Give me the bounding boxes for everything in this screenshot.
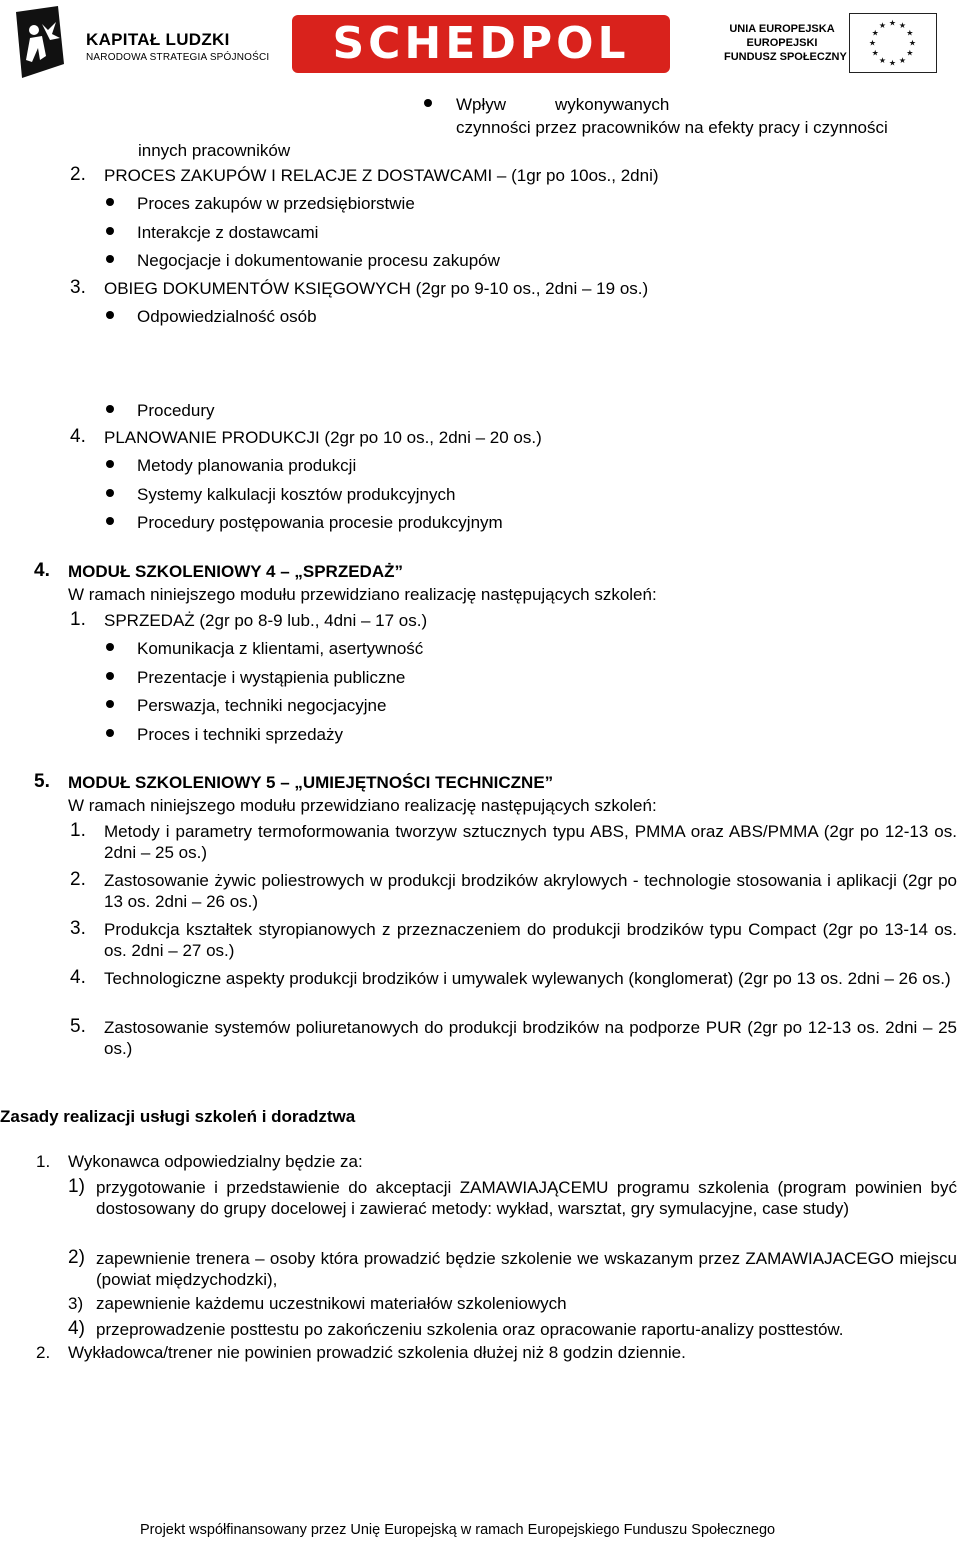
zasady-subitem-text: zapewnienie każdemu uczestnikowi materiałów szkoleniowych — [96, 1294, 567, 1313]
zasady-subitem-number: 2) — [68, 1247, 85, 1268]
m4-title: MODUŁ SZKOLENIOWY 4 – „SPRZEDAŻ” — [68, 562, 403, 581]
s3-title: OBIEG DOKUMENTÓW KSIĘGOWYCH (2gr po 9-10 os., 2dni – 19 os.) — [104, 279, 649, 298]
eu-star-icon: ★ — [888, 58, 897, 68]
list-item: Metody planowania produkcji — [137, 456, 357, 475]
bullet-icon — [106, 198, 114, 206]
list-item: Negocjacje i dokumentowanie procesu zakupów — [137, 251, 500, 270]
list-item: Procedury — [137, 401, 215, 420]
m5-item-text: Metody i parametry termoformowania tworzyw sztucznych typu ABS, PMMA oraz ABS/PMMA (2gr po 12-13 os. 2dni – 25 os.) — [104, 822, 957, 862]
m4-number: 4. — [34, 560, 50, 581]
m5-item-number: 5. — [70, 1016, 86, 1037]
zasady-subitem-number: 4) — [68, 1318, 85, 1339]
kl-subtitle: NARODOWA STRATEGIA SPÓJNOŚCI — [86, 52, 270, 63]
m5-item-text: Produkcja kształtek styropianowych z przeznaczeniem do produkcji brodzików typu Compact (2gr po 13-14 os. os. 2dni – 27 os.) — [104, 920, 957, 960]
list-item: Perswazja, techniki negocjacyjne — [137, 696, 387, 715]
m5-title: MODUŁ SZKOLENIOWY 5 – „UMIEJĘTNOŚCI TECHNICZNE” — [68, 773, 554, 792]
kapital-ludzki-logo — [12, 4, 68, 80]
top-bullet-word2: wykonywanych — [555, 95, 670, 114]
zasady-subitem-text: zapewnienie trenera – osoby która prowadzić będzie szkolenie we wskazanym przez ZAMAWIAJACEGO miejscu (powiat międzychodzki), — [96, 1249, 957, 1289]
zasady-heading: Zasady realizacji usługi szkoleń i doradztwa — [0, 1107, 356, 1126]
top-line3: innych pracowników — [138, 141, 291, 160]
m5-item-text: Zastosowanie żywic poliestrowych w produkcji brodzików akrylowych - technologie stosowania i aplikacji (2gr po 13 os. 2dni – 26 os.) — [104, 871, 957, 911]
m4-sub-title: SPRZEDAŻ (2gr po 8-9 lub., 4dni – 17 os.) — [104, 611, 428, 630]
bullet-icon — [106, 729, 114, 737]
zasady-p2-text: Wykładowca/trener nie powinien prowadzić szkolenia dłużej niż 8 godzin dziennie. — [68, 1343, 686, 1362]
eu-star-icon: ★ — [868, 38, 877, 48]
bullet-icon — [106, 255, 114, 263]
eu-star-icon: ★ — [871, 48, 879, 58]
m5-item-text: Technologiczne aspekty produkcji brodzików i umywalek wylewanych (konglomerat) (2gr po 13 os. 2dni – 26 os.) — [104, 969, 951, 988]
eu-star-icon: ★ — [908, 38, 917, 48]
eu-star-icon: ★ — [906, 48, 914, 58]
m4-intro: W ramach niniejszego modułu przewidziano realizację następujących szkoleń: — [68, 585, 657, 604]
m5-intro: W ramach niniejszego modułu przewidziano realizację następujących szkoleń: — [68, 796, 657, 815]
eu-star-icon: ★ — [898, 55, 907, 65]
eu-star-icon: ★ — [878, 21, 887, 31]
bullet-icon — [106, 460, 114, 468]
eu-star-icon: ★ — [906, 28, 914, 38]
zasady-subitem-text: przygotowanie i przedstawienie do akceptacji ZAMAWIAJĄCEMU programu szkolenia (program powinien być dostosowany do grupy docelowej i zawierać metody: wykład, warsztat, gry symulacyjne, case study) — [96, 1178, 957, 1218]
zasady-p1-text: Wykonawca odpowiedzialny będzie za: — [68, 1152, 363, 1171]
s3-number: 3. — [70, 277, 86, 298]
eu-label — [724, 22, 847, 64]
m5-item-text: Zastosowanie systemów poliuretanowych do produkcji brodzików na podporze PUR (2gr po 12-13 os. 2dni – 25 os.) — [104, 1018, 957, 1058]
eu-line1: UNIA EUROPEJSKA — [729, 23, 835, 35]
m5-item-number: 3. — [70, 918, 86, 939]
bullet-icon — [106, 672, 114, 680]
m5-item-number: 1. — [70, 820, 86, 841]
list-item: Systemy kalkulacji kosztów produkcyjnych — [137, 485, 456, 504]
m5-number: 5. — [34, 771, 50, 792]
eu-line2: EUROPEJSKI — [746, 37, 818, 49]
m5-item-number: 4. — [70, 967, 86, 988]
m5-item-number: 2. — [70, 869, 86, 890]
s4-title: PLANOWANIE PRODUKCJI (2gr po 10 os., 2dni – 20 os.) — [104, 428, 542, 447]
bullet-icon — [106, 489, 114, 497]
schedpol-logo — [292, 15, 670, 73]
m4-sub-number: 1. — [70, 609, 86, 630]
top-line2: czynności przez pracowników na efekty pracy i czynności — [456, 118, 888, 137]
s4-number: 4. — [70, 426, 86, 447]
zasady-subitem-number: 1) — [68, 1176, 85, 1197]
list-item: Prezentacje i wystąpienia publiczne — [137, 668, 406, 687]
eu-star-icon: ★ — [871, 28, 879, 38]
bullet-icon — [424, 99, 432, 107]
s2-title: PROCES ZAKUPÓW I RELACJE Z DOSTAWCAMI – (1gr po 10os., 2dni) — [104, 166, 659, 185]
bullet-icon — [106, 700, 114, 708]
eu-star-icon: ★ — [888, 18, 897, 28]
bullet-icon — [106, 643, 114, 651]
list-item: Interakcje z dostawcami — [137, 223, 319, 242]
bullet-icon — [106, 311, 114, 319]
list-item: Proces i techniki sprzedaży — [137, 725, 343, 744]
list-item: Proces zakupów w przedsiębiorstwie — [137, 194, 415, 213]
eu-star-icon: ★ — [878, 55, 887, 65]
zasady-subitem-number: 3) — [68, 1294, 84, 1313]
bullet-icon — [106, 405, 114, 413]
bullet-icon — [106, 517, 114, 525]
zasady-p2-number: 2. — [36, 1343, 51, 1362]
zasady-subitem-text: przeprowadzenie posttestu po zakończeniu szkolenia oraz opracowanie raportu-analizy posttestów. — [96, 1320, 844, 1339]
list-item: Odpowiedzialność osób — [137, 307, 317, 326]
schedpol-logo-text: SCHEDPOL — [332, 18, 630, 69]
kl-title: KAPITAŁ LUDZKI — [86, 30, 230, 49]
zasady-p1-number: 1. — [36, 1152, 51, 1171]
bullet-icon — [106, 227, 114, 235]
s2-number: 2. — [70, 164, 86, 185]
eu-flag-icon — [849, 13, 937, 73]
list-item: Procedury postępowania procesie produkcyjnym — [137, 513, 503, 532]
footer-text: Projekt współfinansowany przez Unię Europejską w ramach Europejskiego Funduszu Społecznego — [140, 1522, 776, 1538]
top-bullet-word1: Wpływ — [456, 95, 507, 114]
list-item: Komunikacja z klientami, asertywność — [137, 639, 424, 658]
eu-line3: FUNDUSZ SPOŁECZNY — [724, 51, 847, 63]
eu-star-icon: ★ — [898, 21, 907, 31]
